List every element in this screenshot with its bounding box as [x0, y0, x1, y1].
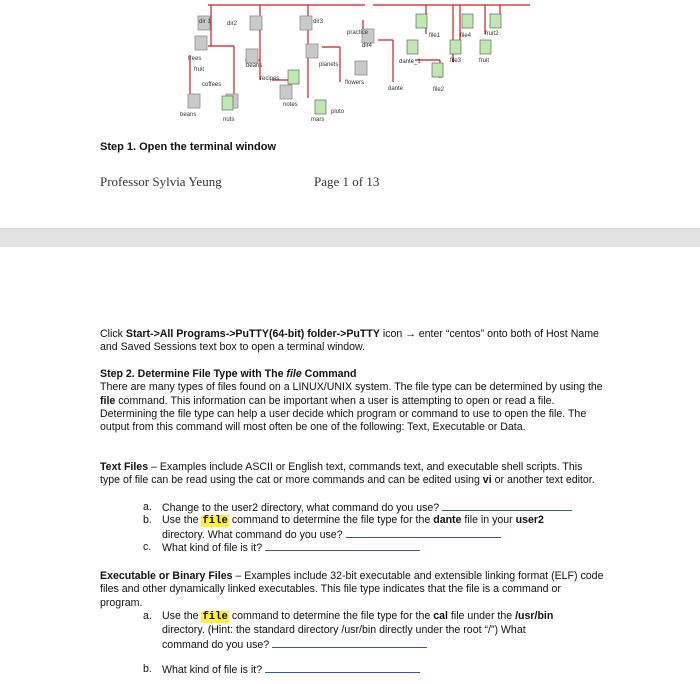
tree-label-dir3: dir3	[313, 19, 324, 25]
question-a-marker: a.	[143, 501, 152, 513]
tree-label-beans: beans	[246, 63, 263, 69]
tree-label-fruit-b: fruit	[479, 58, 490, 64]
tree-label-trees: trees	[188, 56, 202, 62]
tree-label-dante: dante	[388, 86, 404, 92]
answer-a-field[interactable]	[442, 501, 572, 511]
putty-instructions	[100, 328, 605, 355]
tree-label-dante-1: dante_1	[399, 59, 421, 65]
executable-heading: Executable or Binary Files	[100, 570, 233, 582]
exe-question-b-marker: b.	[143, 663, 152, 675]
tree-label-file1: file1	[429, 33, 441, 39]
tree-label-file3: file3	[450, 58, 462, 64]
tree-label-planets: planets	[319, 62, 339, 68]
tree-label-notes: notes	[283, 102, 298, 108]
tree-label-coffees: coffees	[202, 82, 222, 88]
file-command-highlight-2: file	[202, 611, 228, 623]
tree-label-dir2: dir2	[227, 21, 238, 27]
exe-question-a-marker: a.	[143, 610, 152, 622]
tree-connectors	[190, 5, 530, 102]
step2-body: There are many types of files found on a LINUX/UNIX system. The file type can be determined by using the file command. This information can be important when a user is attempting to open or read a file. Determining the file type can help a user decide which program or command to use to open the file. The output from this command will most often be one of the following: Text, Executable or Data.	[100, 381, 603, 434]
exe-question-a: Use the file command to determine the file type for the cal file under the /usr/bin directory. (Hint: the standard directory /usr/bin directly under the root “/”) What command do you use?	[162, 610, 554, 651]
question-b: Use the file command to determine the file type for the dante file in your user2 directory. What command do you use?	[162, 514, 544, 542]
text-files-paragraph: Text Files – Examples include ASCII or English text, commands text, and executable shell scripts. This type of file can be read using the cat or more commands and can be edited using vi or another text editor.	[100, 461, 595, 487]
exe-answer-a-field[interactable]	[272, 638, 427, 648]
document-page-2	[0, 247, 700, 684]
answer-b-field[interactable]	[346, 528, 501, 538]
tree-label-dir4: dir4	[362, 43, 373, 49]
step2-section	[100, 368, 605, 434]
tree-label-fruit: fruit	[194, 67, 205, 73]
tree-label-flowers: flowers	[345, 80, 365, 86]
exe-answer-b-field[interactable]	[265, 663, 420, 673]
question-b-marker: b.	[143, 514, 152, 526]
tree-label-pluto: pluto	[331, 109, 345, 115]
tree-label-file4: file4	[460, 33, 472, 39]
tree-label-fruit2: fruit2	[485, 31, 499, 37]
click-post: icon → enter “centos” onto both of Host Name and Saved Sessions text box to open a terminal window.	[100, 328, 599, 354]
click-pre: Click	[100, 328, 126, 340]
file-command-highlight: file	[202, 515, 228, 527]
page-separator	[0, 228, 700, 248]
document-page-1	[0, 0, 700, 228]
tree-label-recipes: recipes	[260, 76, 280, 82]
question-a: Change to the user2 directory, what command do you use?	[162, 501, 612, 515]
tree-label-nuts: nuts	[223, 117, 235, 123]
tree-label-mars: mars	[311, 117, 325, 123]
question-c-marker: c.	[143, 541, 152, 553]
tree-label-file2: file2	[433, 87, 445, 93]
click-path: Start->All Programs->PuTTY(64-bit) folder->PuTTY	[125, 328, 380, 340]
directory-tree-diagram	[150, 0, 540, 130]
tree-label-practice: practice	[347, 30, 369, 36]
question-c: What kind of file is it?	[162, 541, 612, 555]
step2-heading: Step 2. Determine File Type with The file Command	[100, 368, 357, 380]
tree-label-dir1: dir 1	[199, 19, 211, 25]
executable-files-paragraph: Executable or Binary Files – Examples include 32-bit executable and extensible linking format (ELF) code files and other dynamically linked executables. This file type indicates that the file is a command or program.	[100, 570, 604, 609]
tree-label-beans-left: beans	[180, 112, 197, 118]
footer-page-number: Page 1 of 13	[314, 174, 380, 189]
exe-question-b: What kind of file is it?	[162, 663, 612, 677]
answer-c-field[interactable]	[265, 541, 420, 551]
footer-author: Professor Sylvia Yeung	[100, 174, 222, 189]
step1-heading: Step 1. Open the terminal window	[100, 141, 277, 153]
text-files-heading: Text Files	[100, 461, 149, 473]
